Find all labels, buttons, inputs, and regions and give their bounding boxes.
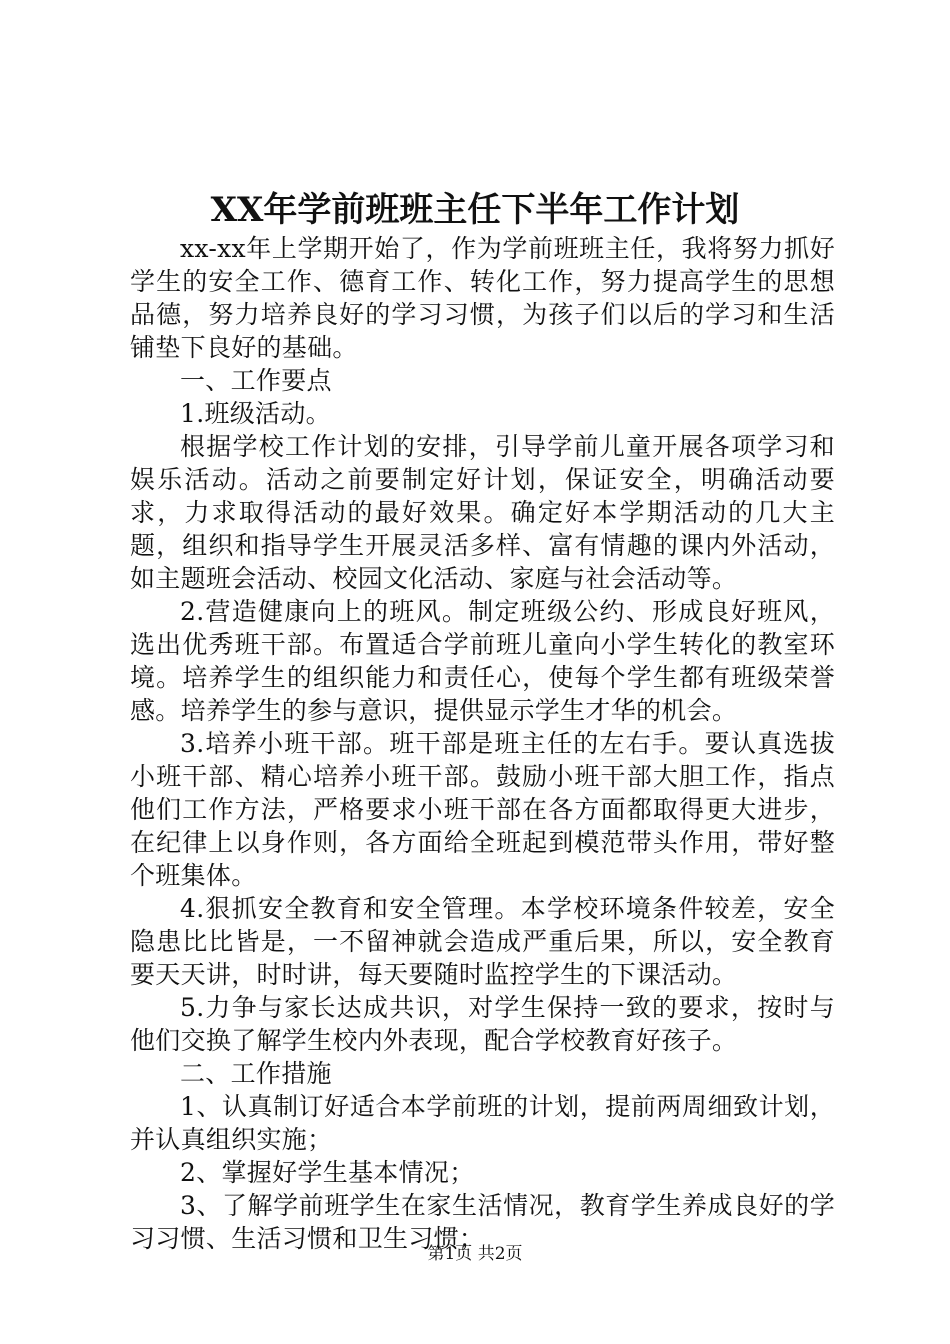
section-heading-measures: 二、工作措施: [180, 1059, 332, 1088]
document-title: XX年学前班班主任下半年工作计划: [210, 190, 740, 230]
paragraph-measure-2: 2、掌握好学生基本情况；: [180, 1158, 475, 1187]
paragraph-measure-3: 3、了解学前班学生在家生活情况，教育学生养成良好的学习习惯、生活习惯和卫生习惯；: [130, 1191, 835, 1253]
item-heading-class-activities: 1.班级活动。: [180, 399, 331, 428]
paragraph-intro: xx-xx年上学期开始了，作为学前班班主任，我将努力抓好学生的安全工作、德育工作、转化工作，努力提高学生的思想品德，努力培养良好的学习习惯，为孩子们以后的学习和生活铺垫下良好的基础。: [130, 234, 835, 362]
section-heading-work-points: 一、工作要点: [180, 366, 332, 395]
page-footer: 第1页 共2页: [427, 1244, 523, 1264]
paragraph-parents: 5.力争与家长达成共识，对学生保持一致的要求，按时与他们交换了解学生校内外表现，配合学校教育好孩子。: [130, 993, 835, 1055]
document-body: [130, 232, 835, 1255]
paragraph-safety: 4.狠抓安全教育和安全管理。本学校环境条件较差，安全隐患比比皆是，一不留神就会造成严重后果，所以，安全教育要天天讲，时时讲，每天要随时监控学生的下课活动。: [130, 894, 835, 989]
paragraph-measure-1: 1、认真制订好适合本学前班的计划，提前两周细致计划，并认真组织实施；: [130, 1092, 835, 1154]
paragraph-class-cadres: 3.培养小班干部。班干部是班主任的左右手。要认真选拔小班干部、精心培养小班干部。鼓励小班干部大胆工作，指点他们工作方法，严格要求小班干部在各方面都取得更大进步，在纪律上以身作则，各方面给全班起到模范带头作用，带好整个班集体。: [130, 729, 835, 890]
paragraph-class-activities: 根据学校工作计划的安排，引导学前儿童开展各项学习和娱乐活动。活动之前要制定好计划，保证安全，明确活动要求，力求取得活动的最好效果。确定好本学期活动的几大主题，组织和指导学生开展灵活多样、富有情趣的课内外活动，如主题班会活动、校园文化活动、家庭与社会活动等。: [130, 432, 835, 593]
paragraph-class-atmosphere: 2.营造健康向上的班风。制定班级公约、形成良好班风，选出优秀班干部。布置适合学前班儿童向小学生转化的教室环境。培养学生的组织能力和责任心，使每个学生都有班级荣誉感。培养学生的参与意识，提供显示学生才华的机会。: [130, 597, 835, 725]
